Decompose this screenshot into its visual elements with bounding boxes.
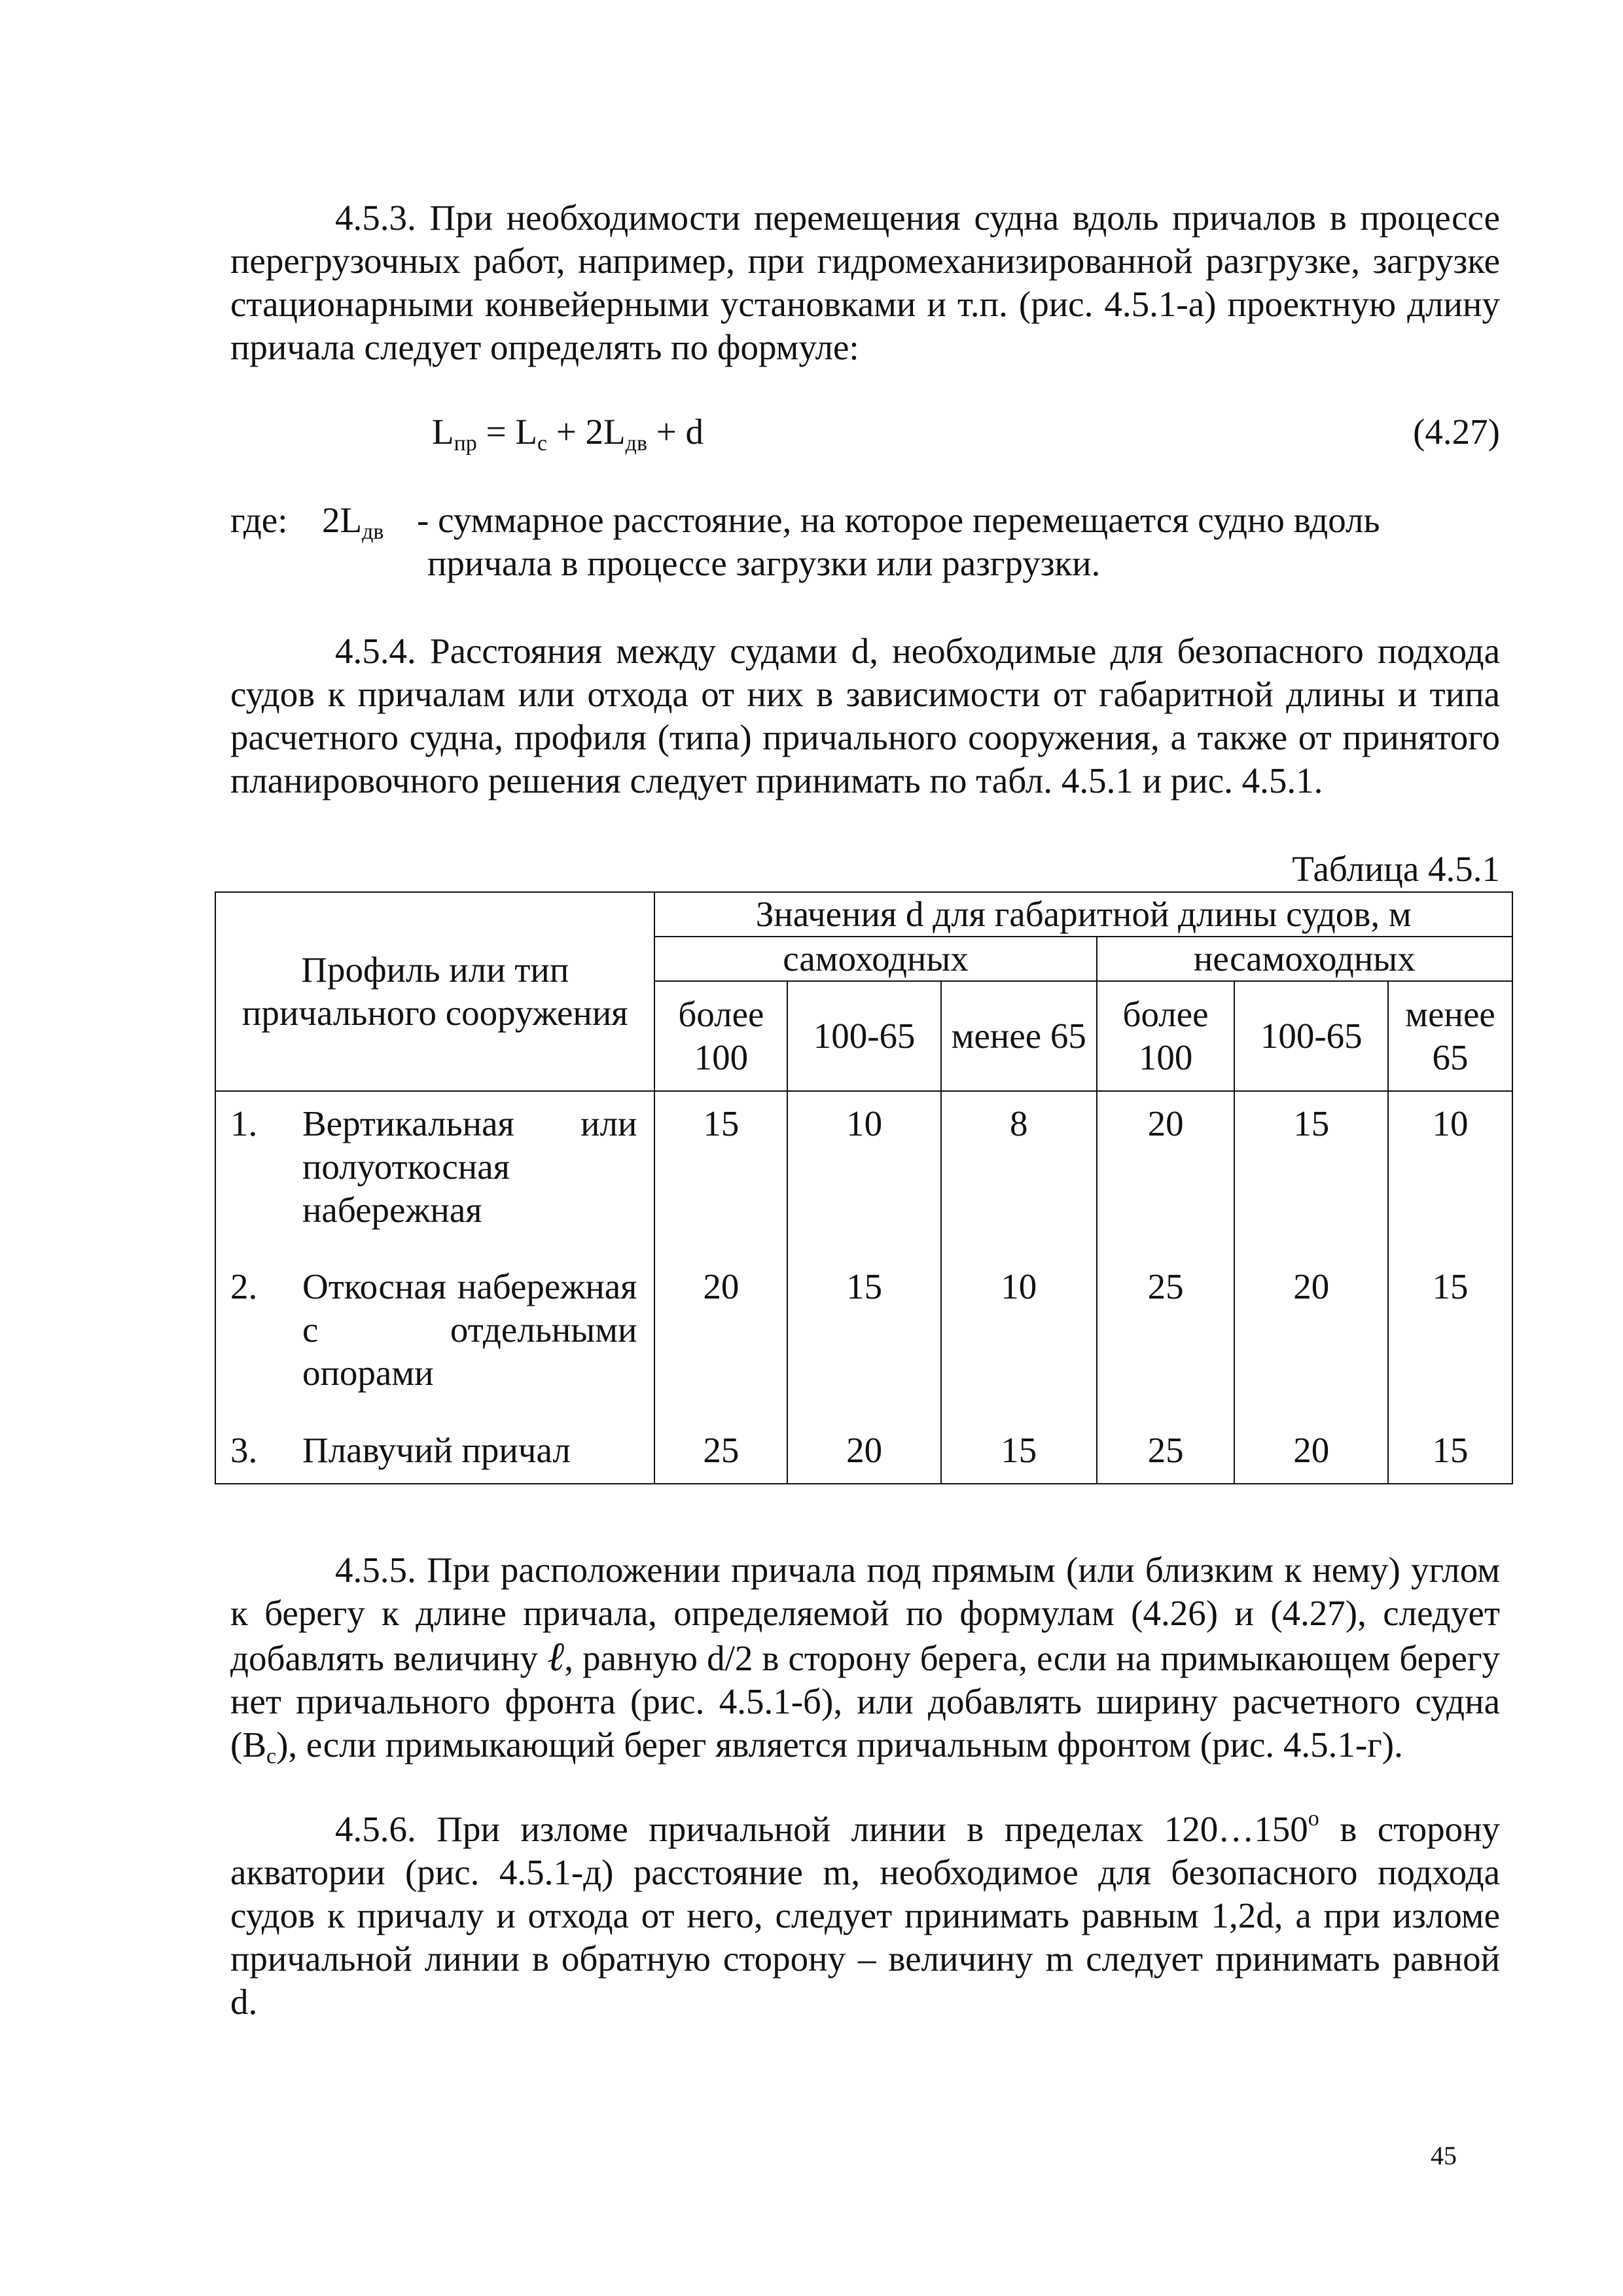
header-values: Значения d для габаритной длины судов, м: [654, 892, 1512, 937]
table-cell: 15: [787, 1255, 941, 1418]
formula-line: [230, 411, 1500, 457]
table-cell: 25: [1097, 1418, 1235, 1484]
paragraph-4-5-4: 4.5.4. Расстояния между судами d, необходимые для безопасного подхода судов к причалам или отхода от них в зависимости от габаритной длины и типа расчетного судна, профиля (типа) причального сооружения, а также от принятого планировочного решения следует принимать по табл. 4.5.1 и рис. 4.5.1.: [230, 631, 1500, 800]
table-cell: 15: [654, 1091, 787, 1255]
paragraph-4-5-5: 4.5.5. При расположении причала под прямым (или близким к нему) углом к берегу к длине причала, определяемой по формулам (4.26) и (4.27), следует добавлять величину ℓ, равную d/2 в сторону берега, если на примыкающем берегу нет причального фронта (рис. 4.5.1-б), или добавлять ширину расчетного судна $(B_с)$, если примыкающий берег является причальным фронтом (рис. 4.5.1-г).: [230, 1550, 1500, 1768]
subheader-cell: более 100: [1097, 981, 1235, 1091]
ell-symbol: ℓ: [547, 1632, 565, 1680]
table-cell: 10: [787, 1091, 941, 1255]
table-cell: 15: [941, 1418, 1097, 1484]
row-label: 3. Плавучий причал: [215, 1418, 654, 1484]
where-label: где:: [230, 500, 288, 540]
formula-number: (4.27): [1413, 412, 1500, 452]
table-4-5-1: [215, 891, 1513, 1484]
table-cell: 20: [654, 1255, 787, 1418]
subheader-cell: более 100: [654, 981, 787, 1091]
header-non-self-propelled: несамоходных: [1097, 937, 1512, 981]
table-cell: 8: [941, 1091, 1097, 1255]
table-caption: Таблица 4.5.1: [1292, 849, 1500, 889]
table-row: [215, 1255, 1512, 1418]
paragraph-4-5-6: 4.5.6. При изломе причальной линии в пределах $120\dots 150^о$ в сторону акватории (рис. 4.5.1-д) расстояние m, необходимое для безопасного подхода судов к причалу и отхода от него, следует принимать равным 1,2d, а при изломе причальной линии в обратную сторону – величину m следует принимать равной d.: [230, 1806, 1500, 2022]
page-number: 45: [1431, 2141, 1457, 2170]
row-label: 2. Откосная набережная с отдельными опорами: [215, 1255, 654, 1418]
subheader-cell: менее 65: [941, 981, 1097, 1091]
where-text: - суммарное расстояние, на которое перемещается судно вдоль причала в процессе загрузки или разгрузки.: [417, 500, 1380, 583]
table-cell: 20: [1097, 1091, 1235, 1255]
table-cell: 20: [1234, 1255, 1388, 1418]
table-cell: 20: [1234, 1418, 1388, 1484]
table-cell: 15: [1388, 1418, 1512, 1484]
table-row: [215, 1418, 1512, 1484]
subheader-cell: 100-65: [787, 981, 941, 1091]
header-self-propelled: самоходных: [654, 937, 1096, 981]
table-row: [215, 1091, 1512, 1255]
table-cell: 20: [787, 1418, 941, 1484]
header-profile: Профиль или тип причального сооружения: [215, 892, 654, 1091]
table-cell: 15: [1234, 1091, 1388, 1255]
table-cell: 25: [654, 1418, 787, 1484]
table-cell: 25: [1097, 1255, 1235, 1418]
subheader-cell: 100-65: [1234, 981, 1388, 1091]
table-cell: 10: [1388, 1091, 1512, 1255]
subheader-cell: менее 65: [1388, 981, 1512, 1091]
table-cell: 15: [1388, 1255, 1512, 1418]
row-label: 1. Вертикальная или полуоткосная набережная: [215, 1091, 654, 1255]
table-cell: 10: [941, 1255, 1097, 1418]
where-symbol: $2L_{дв}$: [322, 500, 384, 544]
paragraph-4-5-3: 4.5.3. При необходимости перемещения судна вдоль причалов в процессе перегрузочных работ, например, при гидромеханизированной разгрузке, загрузке стационарными конвейерными установками и т.п. (рис. 4.5.1-а) проектную длину причала следует определять по формуле:: [230, 198, 1500, 367]
formula-4-27: $L_{пр} = L_с + 2L_{дв} + d$: [432, 412, 704, 456]
